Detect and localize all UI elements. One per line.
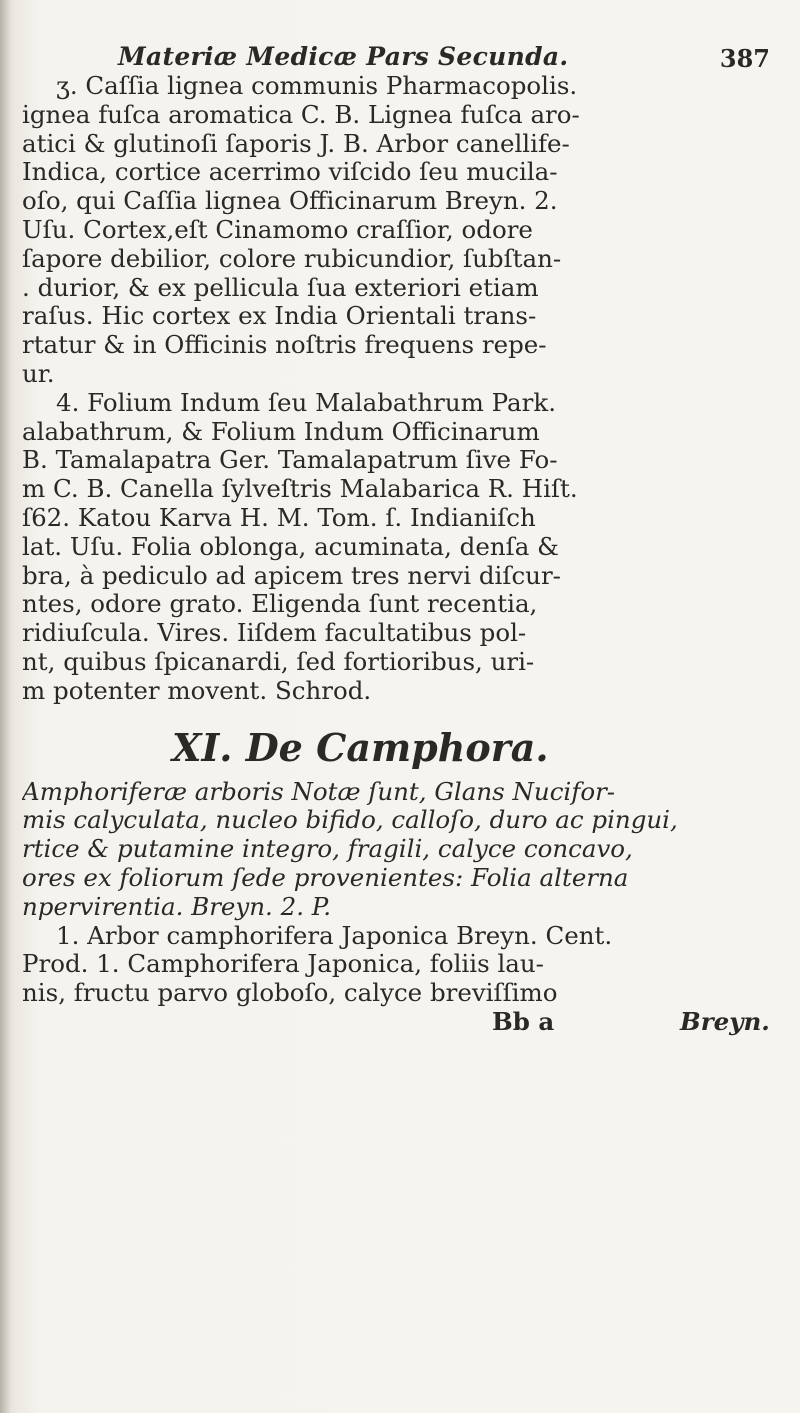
text-line: m C. B. Canella ſylveſtris Malabarica R. Hiſt. (22, 475, 578, 504)
text-line: nt, quibus ſpicanardi, ſed fortioribus, uri- (22, 647, 535, 676)
text-line: mis calyculata, nucleo bifido, calloſo, duro ac pingui, (22, 806, 678, 835)
text-line: nis, fructu parvo globoſo, calyce breviſſimo (22, 979, 558, 1008)
text-line: ʒ. Caſſia lignea communis Pharmacopolis. (56, 72, 578, 100)
text-line: rtatur & in Officinis noſtris frequens repe- (22, 331, 547, 360)
text-line: m potenter movent. Schrod. (22, 676, 372, 705)
text-line: . durior, & ex pellicula ſua exteriori etiam (22, 273, 539, 302)
text-line: ſ62. Katou Karva H. M. Tom. ſ. Indianiſch (22, 503, 536, 532)
text-line: ntes, odore grato. Eligenda ſunt recentia, (22, 590, 538, 619)
text-line: Prod. 1. Camphorifera Japonica, foliis lau- (22, 950, 544, 979)
signature-line (22, 1008, 792, 1037)
text-line: 1. Arbor camphorifera Japonica Breyn. Cent. (56, 921, 613, 950)
text-line: 4. Folium Indum ſeu Malabathrum Park. (56, 388, 557, 417)
text-line: B. Tamalapatra Ger. Tamalapatrum ſive Fo- (22, 446, 558, 475)
text-line: raſus. Hic cortex ex India Orientali trans- (22, 302, 537, 331)
body-text (22, 72, 792, 1037)
spacer (22, 706, 792, 718)
text-line: Uſu. Cortex,eſt Cinamomo craſſior, odore (22, 215, 533, 244)
text-line: Indica, cortice acerrimo viſcido ſeu mucila- (22, 158, 558, 187)
section-title: XI. De Camphora. (172, 724, 549, 770)
text-line: ſapore debilior, colore rubicundior, ſubſtan- (22, 244, 562, 273)
text-line: ridiuſcula. Vires. Iiſdem facultatibus pol- (22, 619, 527, 648)
text-line: rtice & putamine integro, fragili, calyce concavo, (22, 835, 633, 864)
page-number: 387 (719, 44, 770, 73)
signature-mark: Bb a (492, 1007, 555, 1036)
text-line: lat. Uſu. Folia oblonga, acuminata, denſa & (22, 532, 559, 561)
text-line: alabathrum, & Folium Indum Officinarum (22, 417, 540, 446)
text-line: ur. (22, 359, 55, 388)
text-line: atici & glutinoſi ſaporis J. B. Arbor canellife- (22, 129, 570, 158)
text-line: ignea fuſca aromatica C. B. Lignea fuſca aro- (22, 100, 580, 129)
book-spine (0, 0, 10, 1413)
text-line: ores ex foliorum ſede provenientes: Folia alterna (22, 863, 629, 892)
text-line: npervirentia. Breyn. 2. P. (22, 892, 332, 921)
text-line: bra, à pediculo ad apicem tres nervi diſcur- (22, 561, 561, 590)
catchword: Breyn. (680, 1007, 770, 1036)
text-line: Amphoriferæ arboris Notæ ſunt, Glans Nucifor- (22, 777, 616, 806)
text-line: oſo, qui Caſſia lignea Officinarum Breyn. 2. (22, 187, 558, 216)
running-head: Materiæ Medicæ Pars Secunda. (118, 42, 569, 71)
